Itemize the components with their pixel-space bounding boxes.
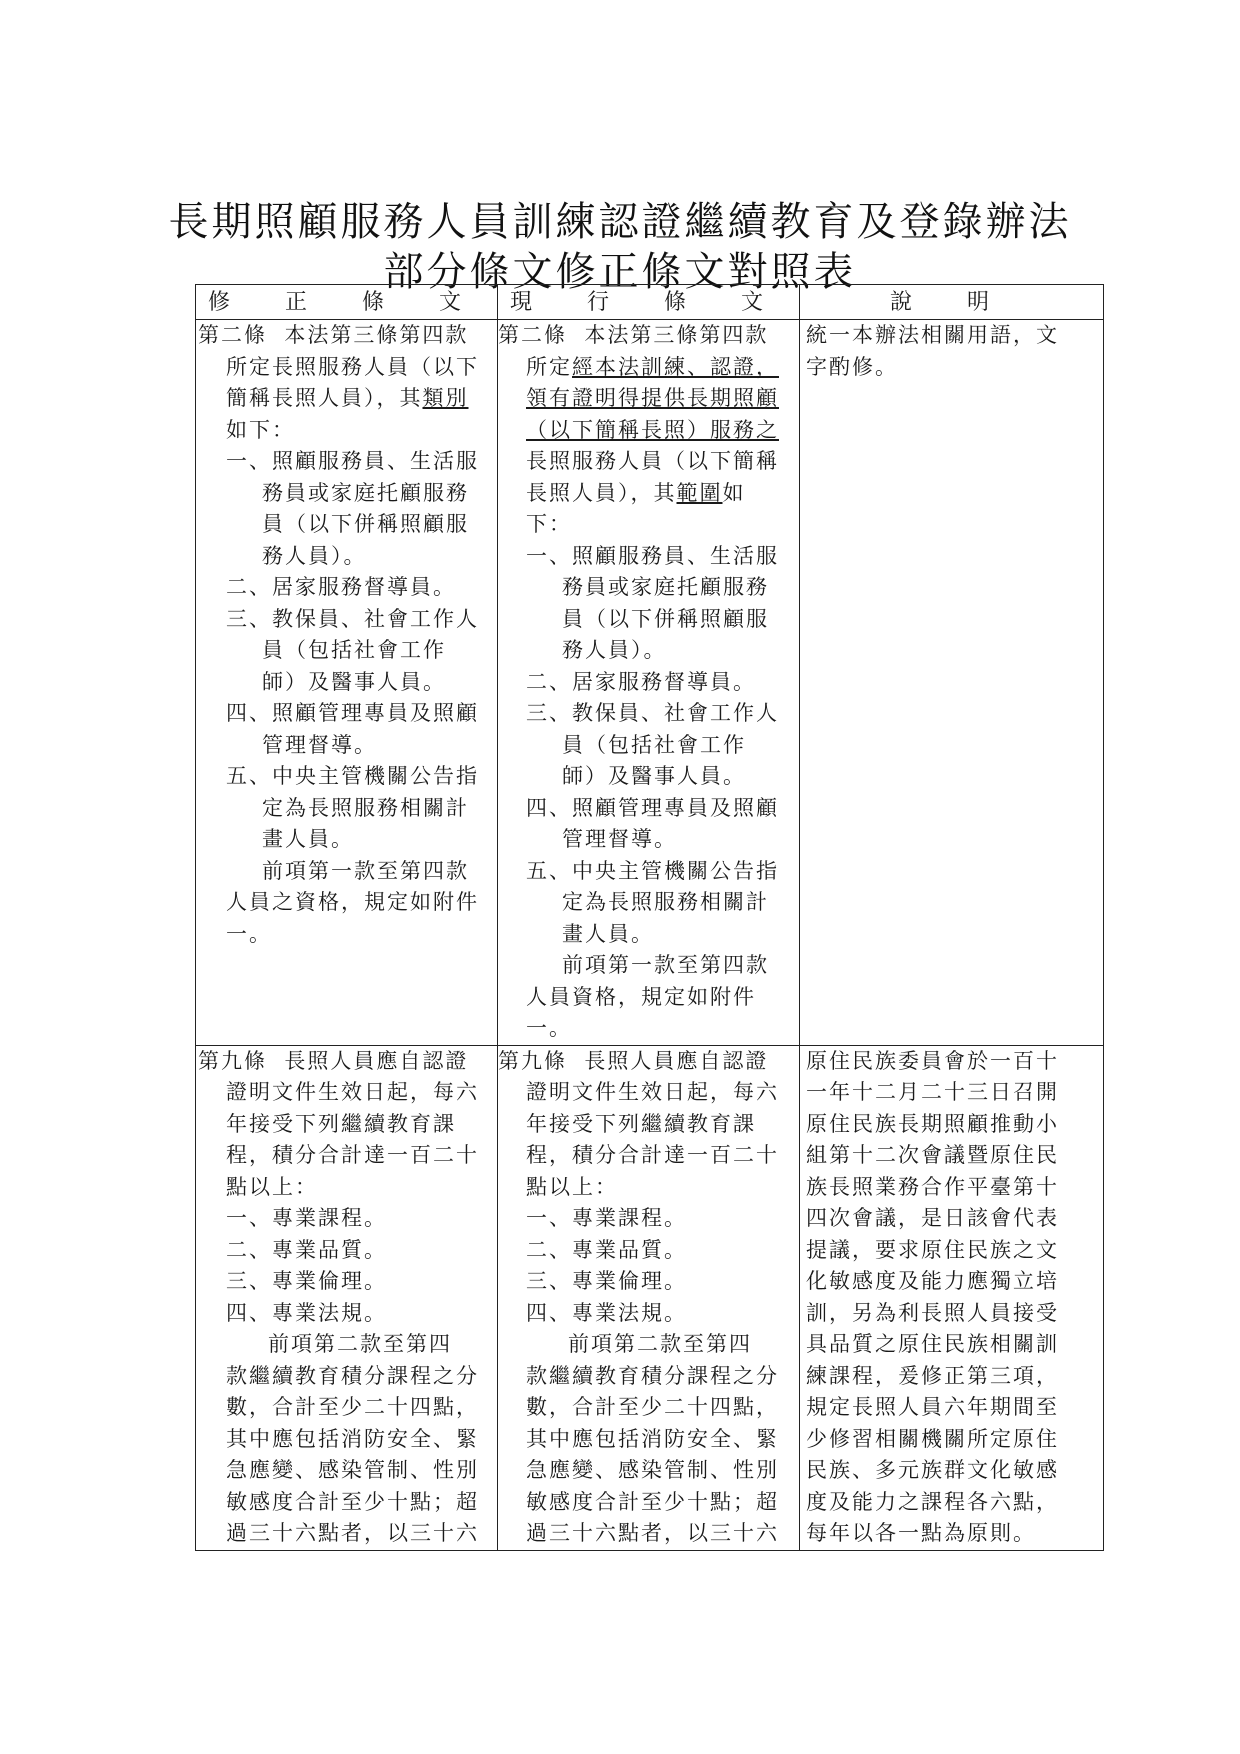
text-line: 師）及醫事人員。 bbox=[562, 764, 746, 788]
text-line: 一。 bbox=[526, 1016, 572, 1040]
text-line: 證明文件生效日起，每六 bbox=[226, 1080, 479, 1104]
text-line: 數，合計至少二十四點， bbox=[526, 1395, 779, 1419]
table-row-article-2 bbox=[196, 320, 1104, 1046]
text-line: 前項第二款至第四 bbox=[268, 1332, 452, 1356]
text-line bbox=[498, 415, 799, 447]
text-line: 務人員）。 bbox=[262, 543, 367, 568]
text-line: 二、專業品質。 bbox=[526, 1237, 687, 1262]
text-line: 一。 bbox=[226, 921, 272, 946]
text-line: 員（以下併稱照顧服 bbox=[262, 512, 469, 536]
table-row-article-9 bbox=[196, 1045, 1104, 1550]
text-line: 二、專業品質。 bbox=[226, 1237, 387, 1262]
text-line: 年接受下列繼續教育課 bbox=[526, 1111, 756, 1136]
text-fragment: 簡稱長照人員），其 bbox=[226, 386, 423, 410]
text-line bbox=[498, 352, 799, 384]
text-line: 一年十二月二十三日召開 bbox=[806, 1080, 1059, 1104]
text-line: 族長照業務合作平臺第十 bbox=[806, 1174, 1059, 1199]
text-line: 原住民族長期照顧推動小 bbox=[806, 1111, 1059, 1136]
text-line: 定為長照服務相關計 bbox=[262, 795, 469, 820]
text-line: 練課程，爰修正第三項， bbox=[806, 1363, 1059, 1388]
text-line: 急應變、感染管制、性別 bbox=[526, 1458, 779, 1482]
text-line: 務員或家庭托顧服務 bbox=[562, 575, 769, 599]
text-line: 規定長照人員六年期間至 bbox=[806, 1395, 1059, 1419]
header-amended: 修 正 條 文 bbox=[196, 285, 498, 320]
text-line: 五、中央主管機關公告指 bbox=[526, 858, 779, 883]
header-note: 說 明 bbox=[800, 285, 1104, 320]
note-text-article-2 bbox=[800, 320, 1104, 1046]
text-line: 四、專業法規。 bbox=[226, 1300, 387, 1325]
text-line: 下： bbox=[526, 512, 572, 536]
text-line: 敏感度合計至少十點；超 bbox=[226, 1489, 479, 1514]
text-line: 五、中央主管機關公告指 bbox=[226, 764, 479, 788]
current-text-article-9 bbox=[498, 1045, 800, 1550]
text-line: 證明文件生效日起，每六 bbox=[526, 1080, 779, 1104]
document-title-line-2: 部分條文修正條文對照表 bbox=[383, 249, 857, 295]
text-line: 第九條 長照人員應自認證 bbox=[198, 1048, 469, 1073]
text-line: 員（包括社會工作 bbox=[562, 732, 746, 757]
text-line: 第二條 本法第三條第四款 bbox=[198, 323, 469, 347]
text-line: 務員或家庭托顧服務 bbox=[262, 480, 469, 505]
text-line: 如下： bbox=[226, 417, 295, 442]
underlined-text: （以下簡稱長照）服務之 bbox=[526, 417, 779, 442]
underlined-text: 經本法訓練、認證， bbox=[572, 354, 779, 379]
text-line: 敏感度合計至少十點；超 bbox=[526, 1489, 779, 1514]
text-line: 三、教保員、社會工作人 bbox=[226, 606, 479, 631]
text-line: 點以上： bbox=[526, 1174, 618, 1199]
text-line: 長照服務人員（以下簡稱 bbox=[526, 449, 779, 473]
text-line: 前項第二款至第四 bbox=[568, 1332, 752, 1356]
text-line: 人員之資格，規定如附件 bbox=[226, 890, 479, 914]
text-line: 師）及醫事人員。 bbox=[262, 669, 446, 694]
text-line: 少修習相關機關所定原住 bbox=[806, 1426, 1059, 1451]
text-fragment: 所定 bbox=[526, 354, 572, 379]
text-line: 所定長照服務人員（以下 bbox=[226, 354, 479, 379]
text-line: 一、照顧服務員、生活服 bbox=[526, 543, 779, 568]
text-line: 一、專業課程。 bbox=[226, 1206, 387, 1230]
text-line: 畫人員。 bbox=[262, 827, 354, 851]
text-line: 款繼續教育積分課程之分 bbox=[226, 1363, 479, 1388]
text-line: 年接受下列繼續教育課 bbox=[226, 1111, 456, 1136]
note-text-article-9 bbox=[800, 1045, 1104, 1550]
text-fragment: 長照人員），其 bbox=[526, 480, 677, 505]
text-line: 一、照顧服務員、生活服 bbox=[226, 449, 479, 473]
text-line: 二、居家服務督導員。 bbox=[526, 669, 756, 694]
text-line: 具品質之原住民族相關訓 bbox=[806, 1332, 1059, 1356]
text-line: 一、專業課程。 bbox=[526, 1206, 687, 1230]
text-line: 員（包括社會工作 bbox=[262, 638, 446, 662]
comparison-table bbox=[195, 284, 1104, 1551]
text-line: 每年以各一點為原則。 bbox=[806, 1521, 1036, 1545]
text-line: 員（以下併稱照顧服 bbox=[562, 606, 769, 631]
text-line: 二、居家服務督導員。 bbox=[226, 575, 456, 599]
amended-text-article-9 bbox=[196, 1045, 498, 1550]
text-line: 四、照顧管理專員及照顧 bbox=[526, 795, 779, 820]
text-line: 三、專業倫理。 bbox=[526, 1269, 687, 1293]
text-line: 民族、多元族群文化敏感 bbox=[806, 1458, 1059, 1482]
header-current: 現 行 條 文 bbox=[498, 285, 800, 320]
text-line: 第二條 本法第三條第四款 bbox=[498, 323, 769, 347]
text-line: 定為長照服務相關計 bbox=[562, 890, 769, 914]
text-line: 化敏感度及能力應獨立培 bbox=[806, 1269, 1059, 1293]
text-line: 第九條 長照人員應自認證 bbox=[498, 1048, 769, 1073]
text-line: 組第十二次會議暨原住民 bbox=[806, 1143, 1059, 1167]
amended-text-article-2 bbox=[196, 320, 498, 1046]
text-line: 四、照顧管理專員及照顧 bbox=[226, 701, 479, 725]
text-line: 過三十六點者，以三十六 bbox=[226, 1521, 479, 1545]
document-title-line-1: 長期照顧服務人員訓練認證繼續教育及登錄辦法 bbox=[168, 199, 1072, 245]
text-line: 管理督導。 bbox=[262, 732, 377, 757]
text-line: 數，合計至少二十四點， bbox=[226, 1395, 479, 1419]
text-line: 過三十六點者，以三十六 bbox=[526, 1521, 779, 1545]
text-line: 四次會議，是日該會代表 bbox=[806, 1206, 1059, 1230]
text-line: 提議，要求原住民族之文 bbox=[806, 1237, 1059, 1262]
text-line: 人員資格，規定如附件 bbox=[526, 984, 756, 1009]
current-text-article-2 bbox=[498, 320, 800, 1046]
text-line: 統一本辦法相關用語，文 bbox=[806, 323, 1059, 347]
text-line: 務人員）。 bbox=[562, 638, 667, 662]
text-fragment: 如 bbox=[722, 480, 746, 505]
text-line: 三、專業倫理。 bbox=[226, 1269, 387, 1293]
text-line: 急應變、感染管制、性別 bbox=[226, 1458, 479, 1482]
text-line: 其中應包括消防安全、緊 bbox=[526, 1426, 779, 1451]
text-line: 度及能力之課程各六點， bbox=[806, 1489, 1059, 1514]
text-line: 管理督導。 bbox=[562, 827, 677, 851]
text-line: 款繼續教育積分課程之分 bbox=[526, 1363, 779, 1388]
text-line: 其中應包括消防安全、緊 bbox=[226, 1426, 479, 1451]
text-line: 點以上： bbox=[226, 1174, 318, 1199]
text-line bbox=[498, 478, 799, 510]
text-line: 訓，另為利長照人員接受 bbox=[806, 1300, 1059, 1325]
text-line: 前項第一款至第四款 bbox=[562, 953, 769, 977]
underlined-text: 類別 bbox=[422, 386, 469, 410]
text-line: 原住民族委員會於一百十 bbox=[806, 1048, 1059, 1073]
text-line: 畫人員。 bbox=[562, 921, 654, 946]
text-line: 程，積分合計達一百二十 bbox=[226, 1143, 479, 1167]
text-line: 程，積分合計達一百二十 bbox=[526, 1143, 779, 1167]
text-line: 字酌修。 bbox=[806, 354, 898, 379]
text-line bbox=[198, 383, 497, 415]
text-line: 三、教保員、社會工作人 bbox=[526, 701, 779, 725]
underlined-text: 範圍 bbox=[676, 480, 723, 505]
text-line: 領有證明得提供長期照顧 bbox=[526, 386, 779, 410]
table-header-row bbox=[196, 285, 1104, 320]
text-line: 四、專業法規。 bbox=[526, 1300, 687, 1325]
text-line: 前項第一款至第四款 bbox=[262, 858, 469, 883]
